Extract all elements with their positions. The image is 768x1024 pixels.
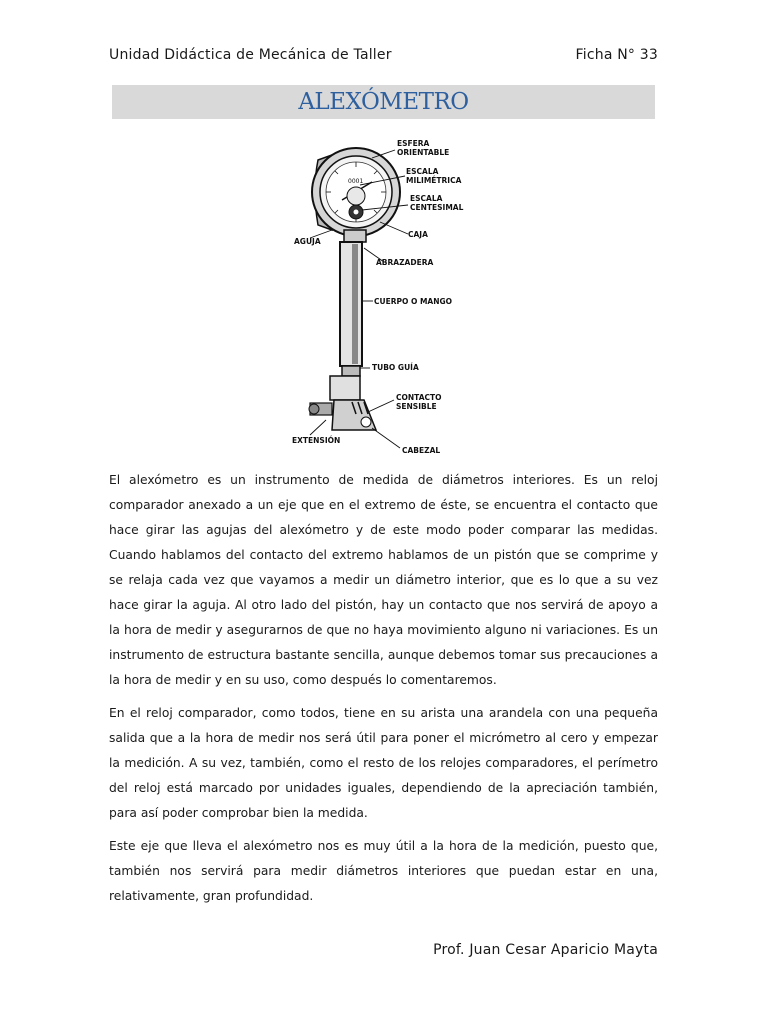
title-banner (112, 85, 655, 119)
label-tubo: TUBO GUÍA (372, 363, 419, 372)
header-course-title: Unidad Didáctica de Mecánica de Taller (109, 47, 392, 63)
label-aguja: AGUJA (294, 237, 321, 246)
label-extension: EXTENSIÓN (292, 436, 341, 445)
label-esfera: ESFERA (397, 139, 430, 148)
label-centesimal: CENTESIMAL (410, 203, 464, 212)
label-orientable: ORIENTABLE (397, 148, 450, 157)
label-abrazadera: ABRAZADERA (376, 258, 434, 267)
header-sheet-number: Ficha N° 33 (575, 47, 658, 63)
label-caja: CAJA (408, 230, 428, 239)
label-sensible: SENSIBLE (396, 402, 437, 411)
paragraph-2: En el reloj comparador, como todos, tiene en su arista una arandela con una pequeña salida que a la hora de medir nos será útil para poner el micrómetro al cero y empezar la medición. A su vez, también, como el resto de los relojes comparadores, el perímetro del reloj está marcado por unidades iguales, dependiendo de la apreciación también, para así poder comprobar bien la medida. (109, 706, 658, 820)
label-milimetrica: MILIMÉTRICA (406, 176, 462, 185)
body-text (109, 468, 658, 917)
dial-number: 0001 (348, 178, 364, 185)
bore-gauge-diagram (280, 130, 490, 460)
page-title: ALEXÓMETRO (298, 89, 469, 115)
label-cuerpo: CUERPO O MANGO (374, 297, 453, 306)
label-contacto: CONTACTO (396, 393, 442, 402)
paragraph-3: Este eje que lleva el alexómetro nos es muy útil a la hora de la medición, puesto que, también nos servirá para medir diámetros interiores que puedan estar en una, relativamente, gran profundidad. (109, 839, 658, 903)
author-signature: Prof. Juan Cesar Aparicio Mayta (433, 942, 658, 958)
label-cabezal: CABEZAL (402, 446, 441, 455)
label-escala: ESCALA (406, 167, 439, 176)
paragraph-1: El alexómetro es un instrumento de medida de diámetros interiores. Es un reloj comparador anexado a un eje que en el extremo de éste, se encuentra el contacto que hace girar las agujas del alexómetro y de este modo poder comparar las medidas. Cuando hablamos del contacto del extremo hablamos de un pistón que se comprime y se relaja cada vez que vayamos a medir un diámetro interior, que es lo que a su vez hace girar la aguja. Al otro lado del pistón, hay un contacto que nos servirá de apoyo a la hora de medir y asegurarnos de que no haya movimiento alguno ni variaciones. Es un instrumento de estructura bastante sencilla, aunque debemos tomar sus precauciones a la hora de medir y en su uso, como después lo comentaremos. (109, 473, 658, 687)
page-header (109, 47, 658, 63)
bore-gauge-illustration (280, 130, 490, 460)
label-escala-2: ESCALA (410, 194, 443, 203)
